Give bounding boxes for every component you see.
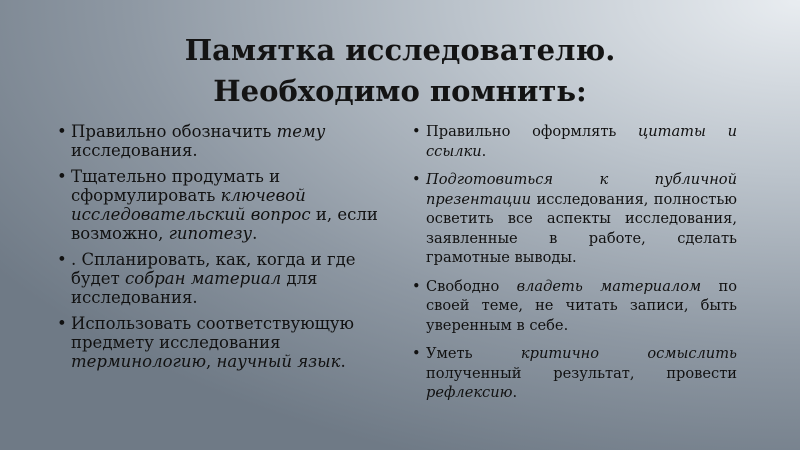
bullet: • (57, 250, 67, 269)
left-column (57, 122, 395, 378)
right-column (412, 122, 737, 412)
item-text: . Спланировать, как, когда и где будет (71, 250, 356, 288)
bullet: • (57, 122, 67, 141)
item-emphasis: рефлексию (426, 384, 513, 401)
list-item (412, 344, 737, 403)
item-text: Правильно обозначить (71, 122, 277, 141)
list-item (57, 314, 395, 371)
item-emphasis: критично осмыслить (520, 345, 737, 362)
list-item (57, 167, 395, 243)
title-line-2: Необходимо помнить: (213, 74, 587, 108)
bullet: • (57, 314, 67, 333)
item-text: . (481, 142, 487, 160)
item-text: . (252, 224, 258, 243)
bullet: • (57, 167, 67, 186)
item-text: исследования, полностью осветить все аспекты исследования, заявленные в работе, сделать грамотные выводы. (426, 190, 737, 266)
item-text: . (512, 384, 518, 401)
slide-title (0, 30, 800, 112)
bullet: • (412, 277, 421, 295)
list-item (57, 122, 395, 160)
item-emphasis: ключевой исследовательский вопрос (71, 186, 311, 224)
item-emphasis: тему (276, 122, 326, 141)
item-text: Свободно (426, 277, 517, 295)
item-text: и, если возможно, (71, 205, 378, 243)
list-item (412, 277, 737, 336)
item-text: для исследования. (71, 269, 318, 307)
title-line-1: Памятка исследователю. (184, 33, 616, 67)
item-text: Уметь (426, 345, 521, 362)
item-text: по своей теме, не читать записи, быть уверенным в себе. (426, 277, 737, 334)
item-text: исследования. (71, 141, 198, 160)
item-emphasis: владеть материалом (516, 277, 702, 295)
list-item (57, 250, 395, 307)
item-text: . (340, 352, 346, 371)
item-text: полученный результат, провести (426, 364, 737, 382)
item-emphasis: собран материал (124, 269, 282, 288)
bullet: • (412, 171, 421, 188)
item-text: Правильно оформлять (426, 123, 639, 140)
item-text: Тщательно продумать и сформулировать (71, 167, 281, 205)
item-emphasis: научный язык (216, 352, 341, 371)
list-item (412, 170, 737, 268)
bullet: • (412, 123, 421, 140)
item-emphasis: терминологию (71, 352, 207, 371)
item-text: Использовать соответствующую предмету исследования (71, 314, 355, 352)
item-emphasis: цитаты и ссылки (426, 123, 737, 160)
list-item (412, 122, 737, 161)
item-emphasis: гипотезу (168, 224, 253, 243)
bullet: • (412, 345, 421, 362)
item-text: , (206, 352, 217, 371)
item-emphasis: Подготовиться к публичной презентации (426, 171, 737, 208)
